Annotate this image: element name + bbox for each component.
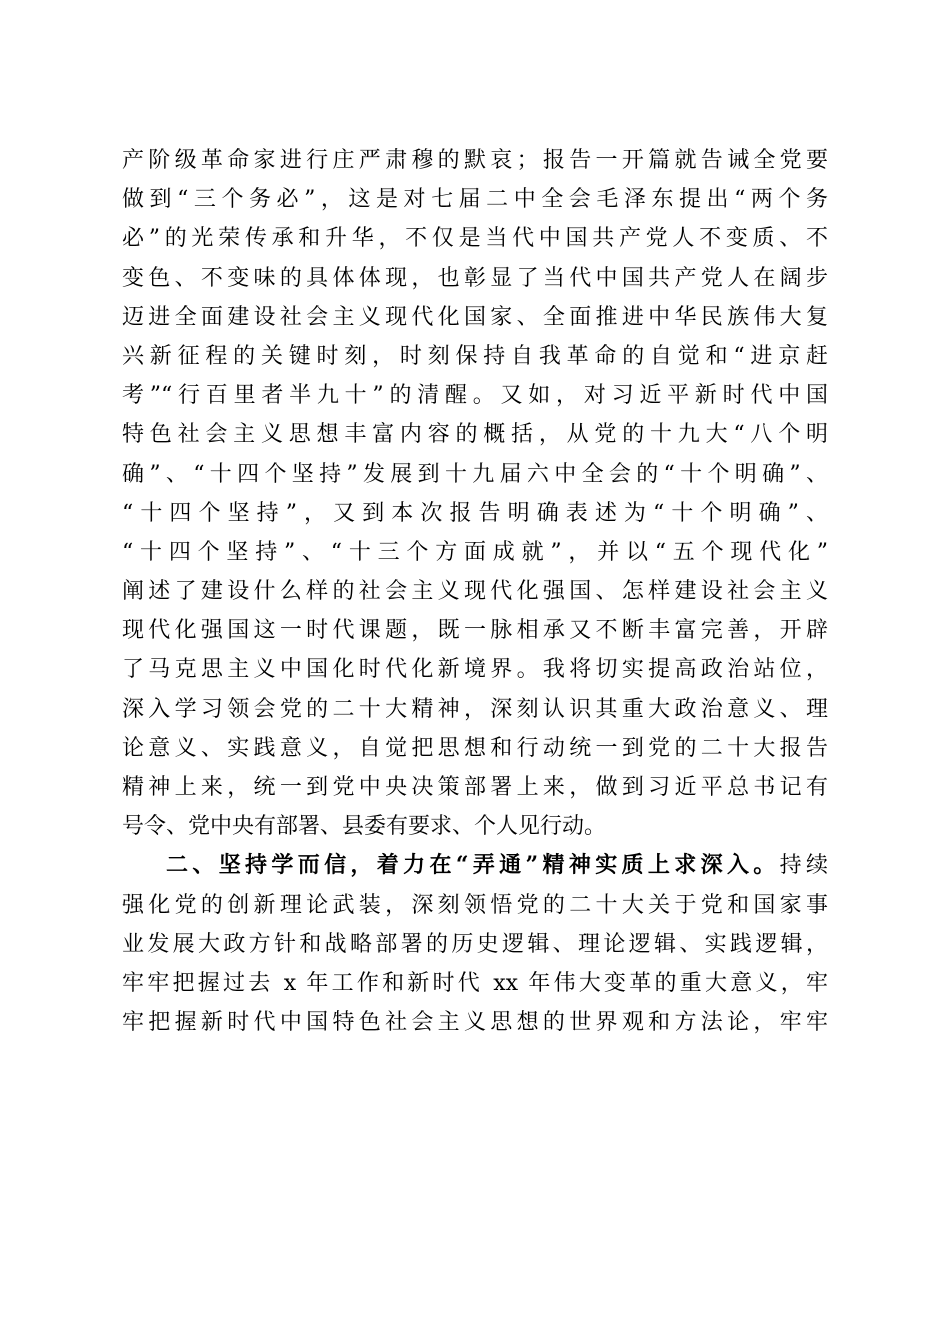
text-line: 强化党的创新理论武装，深刻领悟党的二十大关于党和国家事	[122, 892, 828, 918]
text-line: 牢把握新时代中国特色社会主义思想的世界观和方法论，牢牢	[122, 1010, 828, 1036]
section-heading-continuation: 持续	[779, 853, 828, 879]
text-line: 论意义、实践意义，自觉把思想和行动统一到党的二十大报告	[122, 735, 828, 761]
text-line: 现代化强国这一时代课题，既一脉相承又不断丰富完善，开辟	[122, 618, 828, 644]
text-line: 变色、不变味的具体体现，也彰显了当代中国共产党人在阔步	[122, 265, 828, 291]
text-line: 必”的光荣传承和升华，不仅是当代中国共产党人不变质、不	[122, 226, 828, 252]
section-heading-line	[122, 846, 828, 885]
text-line: 阐述了建设什么样的社会主义现代化强国、怎样建设社会主义	[122, 579, 828, 605]
text-line: 产阶级革命家进行庄严肃穆的默哀；报告一开篇就告诫全党要	[122, 148, 828, 173]
text-line: 了马克思主义中国化时代化新境界。我将切实提高政治站位，	[122, 657, 828, 683]
document-body	[122, 141, 828, 1042]
text-line: “十四个坚持”、“十三个方面成就”，并以“五个现代化”	[122, 539, 828, 565]
text-line: 深入学习领会党的二十大精神，深刻认识其重大政治意义、理	[122, 696, 828, 722]
text-line: 迈进全面建设社会主义现代化国家、全面推进中华民族伟大复	[122, 304, 828, 330]
text-line: 考”“行百里者半九十”的清醒。又如，对习近平新时代中国	[122, 383, 828, 409]
text-line: 精神上来，统一到党中央决策部署上来，做到习近平总书记有	[122, 775, 828, 800]
text-line: “十四个坚持”，又到本次报告明确表述为“十个明确”、	[122, 500, 828, 526]
text-line: 牢牢把握过去 x 年工作和新时代 xx 年伟大变革的重大意义，牢	[122, 970, 828, 996]
text-line: 做到“三个务必”，这是对七届二中全会毛泽东提出“两个务	[122, 187, 828, 213]
text-line: 号令、党中央有部署、县委有要求、个人见行动。	[122, 814, 607, 840]
section-heading: 二、坚持学而信，着力在“弄通”精神实质上求深入。	[166, 852, 780, 879]
text-line: 确”、“十四个坚持”发展到十九届六中全会的“十个明确”、	[122, 461, 828, 487]
text-line: 兴新征程的关键时刻，时刻保持自我革命的自觉和“进京赶	[122, 343, 828, 369]
text-line: 特色社会主义思想丰富内容的概括，从党的十九大“八个明	[122, 422, 828, 448]
text-line: 业发展大政方针和战略部署的历史逻辑、理论逻辑、实践逻辑，	[122, 931, 828, 957]
